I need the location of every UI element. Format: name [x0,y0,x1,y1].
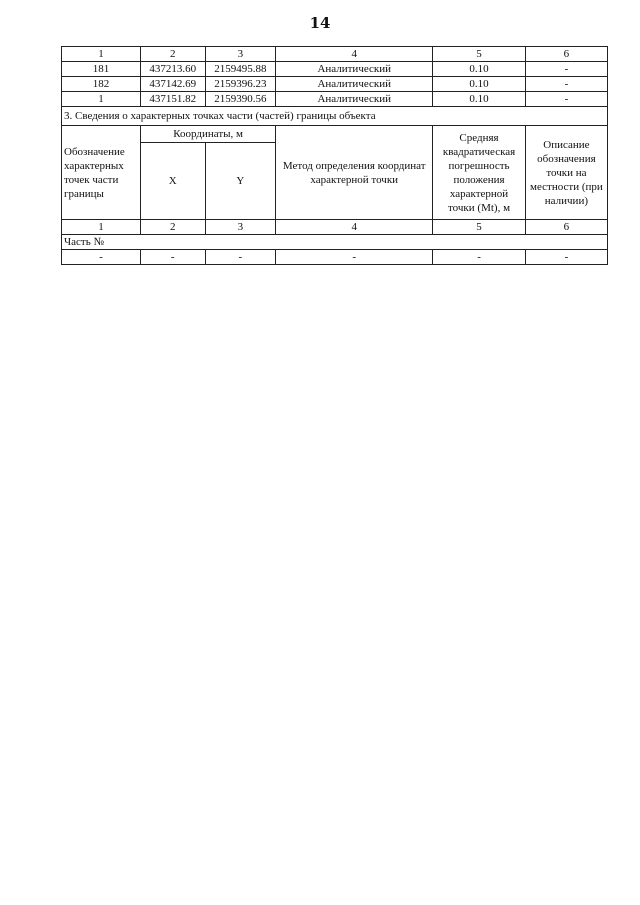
description: - [525,77,607,92]
y-header: Y [205,143,276,220]
coordinates-header: Координаты, м [141,126,276,143]
part-label: Часть № [62,235,608,250]
method-header: Метод определения координат характерной точки [276,126,433,220]
column-number-row [62,220,608,235]
column-number: 3 [205,220,276,235]
table-row [62,77,608,92]
column-number: 1 [62,47,141,62]
column-number: 4 [276,47,433,62]
column-number-row [62,47,608,62]
empty-cell: - [141,250,205,265]
empty-cell: - [276,250,433,265]
description: - [525,92,607,107]
empty-cell: - [525,250,607,265]
column-number: 5 [433,220,526,235]
column-number: 2 [141,47,205,62]
column-number: 5 [433,47,526,62]
column-number: 6 [525,47,607,62]
method: Аналитический [276,62,433,77]
section-title: 3. Сведения о характерных точках части (частей) границы объекта [62,107,608,126]
coord-y: 2159390.56 [205,92,276,107]
column-number: 4 [276,220,433,235]
column-number: 2 [141,220,205,235]
page-number: 14 [309,14,331,32]
empty-cell: - [433,250,526,265]
error: 0.10 [433,77,526,92]
part-row [62,235,608,250]
designation-header: Обозначение характерных точек части границы [62,126,141,220]
coord-x: 437142.69 [141,77,205,92]
error: 0.10 [433,92,526,107]
coord-x: 437151.82 [141,92,205,107]
section-header-row [62,126,608,143]
method: Аналитический [276,77,433,92]
error: 0.10 [433,62,526,77]
empty-cell: - [205,250,276,265]
coord-x: 437213.60 [141,62,205,77]
error-header: Средняя квадратическая погрешность положения характерной точки (Mt), м [433,126,526,220]
coord-y: 2159396.23 [205,77,276,92]
description: - [525,62,607,77]
section-title-row [62,107,608,126]
table-row [62,250,608,265]
coordinates-table [61,46,608,265]
column-number: 3 [205,47,276,62]
empty-cell: - [62,250,141,265]
method: Аналитический [276,92,433,107]
table-row [62,62,608,77]
coord-y: 2159495.88 [205,62,276,77]
description-header: Описание обозначения точки на местности (при наличии) [525,126,607,220]
column-number: 6 [525,220,607,235]
table-row [62,92,608,107]
x-header: X [141,143,205,220]
point-id: 1 [62,92,141,107]
point-id: 182 [62,77,141,92]
point-id: 181 [62,62,141,77]
column-number: 1 [62,220,141,235]
